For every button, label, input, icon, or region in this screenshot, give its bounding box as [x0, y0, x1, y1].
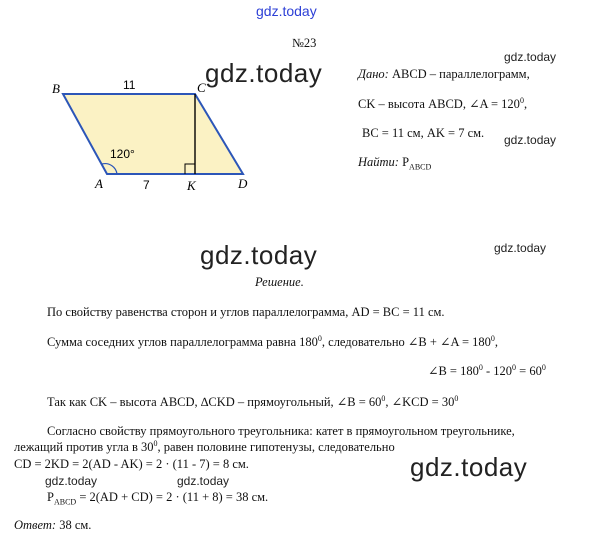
watermark-bottom-left: gdz.today — [45, 474, 98, 488]
label-b: B — [52, 81, 60, 96]
solution-paragraph-4-line-1: Согласно свойству прямоугольного треугольника: катет в прямоугольном треугольнике, — [47, 424, 515, 438]
solution-perimeter: $P_{ABCD} = 2(AD + CD) = 2 \cdot (11 + 8) = 38$ см. — [47, 490, 269, 507]
watermark-bottom-mid: gdz.today — [177, 474, 230, 488]
given-line-2: CK – высота ABCD, ∠A = $120^0$, — [358, 95, 528, 111]
answer-value: 38 см. — [56, 518, 92, 532]
label-d: D — [238, 176, 248, 191]
find-line: Найти: $P_{ABCD}$ — [358, 155, 432, 172]
angle-a-label: 120° — [110, 147, 135, 161]
side-bc-label: 11 — [123, 78, 136, 92]
given-line-3: BC = 11 см, AK = 7 см. — [362, 126, 485, 140]
solution-paragraph-2: Сумма соседних углов параллелограмма равна $180^0$, следовательно ∠B + ∠A = $180^0$, — [47, 333, 498, 349]
answer-line — [14, 518, 91, 533]
parallelogram-figure — [40, 70, 270, 200]
watermark-top: gdz.today — [256, 3, 317, 19]
label-k: K — [187, 178, 196, 193]
watermark-header-big: gdz.today — [205, 58, 323, 88]
given-line1-rest: ABCD – параллелограмм, — [388, 67, 530, 81]
given-label: Дано: — [358, 67, 389, 81]
side-ak-label: 7 — [143, 178, 150, 192]
problem-number: №23 — [292, 36, 317, 50]
find-label: Найти: — [358, 155, 399, 169]
watermark-right-small-2: gdz.today — [504, 133, 557, 147]
watermark-mid-big: gdz.today — [200, 240, 318, 270]
solution-paragraph-1: По свойству равенства сторон и углов параллелограмма, AD = BC = 11 см. — [47, 305, 445, 319]
answer-label: Ответ: — [14, 518, 57, 532]
label-c: C — [197, 80, 206, 95]
watermark-right-small-1: gdz.today — [504, 50, 557, 64]
solution-paragraph-4-line-3: CD = 2KD = 2(AD - AK) = 2 · (11 - 7) = 8 см. — [14, 457, 249, 471]
watermark-mid-small: gdz.today — [494, 241, 547, 255]
solution-paragraph-4-line-2: лежащий против угла в $30^0$, равен половине гипотенузы, следовательно — [14, 438, 395, 454]
solution-heading: Решение. — [255, 275, 304, 289]
label-a: A — [95, 176, 103, 191]
parallelogram-shape — [63, 94, 243, 174]
solution-paragraph-3: Так как CK – высота ABCD, ∆CKD – прямоугольный, ∠B = $60^0$, ∠KCD = $30^0$ — [47, 393, 459, 409]
watermark-lower-big: gdz.today — [410, 452, 528, 482]
solution-angle-b: ∠B = $180^0 - 120^0 = 60^0$ — [428, 362, 546, 378]
given-line-1 — [358, 67, 530, 82]
